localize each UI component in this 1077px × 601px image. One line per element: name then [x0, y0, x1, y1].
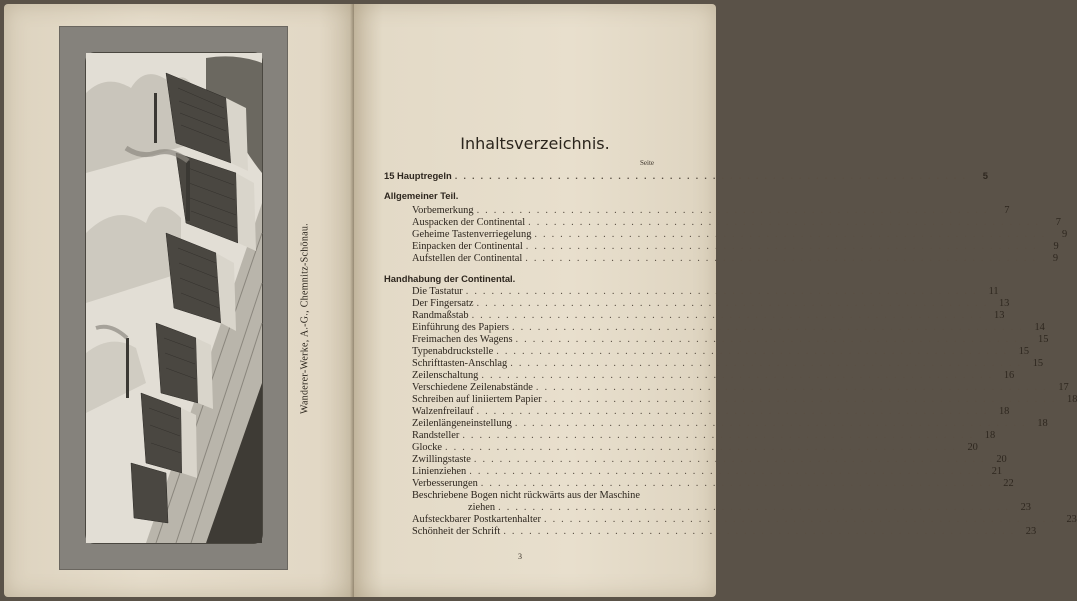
- toc-entry: [412, 286, 999, 298]
- factory-engraving: [86, 53, 262, 543]
- toc-entry: [412, 253, 1059, 265]
- toc-entry: [412, 514, 1077, 526]
- toc-entry: [412, 382, 1069, 394]
- toc-entry-title: Aufsteckbarer Postkartenhalter: [412, 514, 541, 525]
- toc-entry: [412, 430, 996, 442]
- toc-entry-title: ziehen: [468, 502, 496, 513]
- toc-page-number: 23: [1025, 526, 1037, 537]
- toc-page-number: 16: [1003, 370, 1015, 381]
- toc-entry-title: Zeilenlängeneinstellung: [412, 418, 512, 429]
- toc-leader-dots: ............................................................: [514, 418, 1031, 429]
- toc-leader-dots: ............................................................: [476, 205, 993, 216]
- page-number: 3: [518, 552, 522, 561]
- toc-page-number: 15: [1032, 358, 1044, 369]
- toc-page-number: 20: [996, 454, 1007, 465]
- toc-page-number: 7: [1055, 217, 1061, 228]
- toc-entry: [412, 418, 1048, 430]
- toc-leader-dots: ............................................................: [525, 253, 1042, 264]
- toc-entry-title: Freimachen des Wagens: [412, 334, 513, 345]
- toc-page-number: 18: [998, 406, 1010, 417]
- toc-entry: [468, 502, 1031, 514]
- toc-entry-title: Einführung des Papiers: [412, 322, 509, 333]
- toc-entry: [412, 358, 1044, 370]
- toc-leader-dots: ............................................................: [476, 406, 993, 417]
- toc-section-heading: [384, 170, 989, 182]
- toc-page-number: 21: [991, 466, 1003, 477]
- toc-entry-title: Schreiben auf liniiertem Papier: [412, 394, 542, 405]
- toc-page-number: 22: [1003, 478, 1014, 489]
- toc-leader-dots: ............................................................: [476, 298, 993, 309]
- toc-entry-title: Verbesserungen: [412, 478, 478, 489]
- toc-entry: [412, 394, 1077, 406]
- toc-leader-dots: ............................................................: [496, 346, 1013, 357]
- toc-entry-title: Glocke: [412, 442, 443, 453]
- toc-entry: [412, 229, 1068, 241]
- toc-page-number: 14: [1034, 322, 1045, 333]
- toc-entry: [412, 241, 1059, 253]
- toc-leader-dots: ............................................................: [454, 170, 972, 181]
- toc-page-number: 23: [1066, 514, 1077, 525]
- toc-page-number: 20: [967, 442, 978, 453]
- illustration-caption: [285, 184, 325, 454]
- toc-entry-title: Aufstellen der Continental: [412, 253, 523, 264]
- toc-entry-title: Typenabdruckstelle: [412, 346, 494, 357]
- toc-section-heading: [384, 273, 664, 285]
- toc-leader-dots: ............................................................: [471, 310, 988, 321]
- toc-entry: [412, 217, 1061, 229]
- toc-entry: [412, 466, 1003, 478]
- toc-entry: [412, 322, 1045, 334]
- toc-entry-title: Geheime Tastenverriegelung: [412, 229, 532, 240]
- caption-text: Wanderer-Werke, A.-G., Chemnitz-Schönau.: [299, 223, 311, 415]
- page-title: Inhaltsverzeichnis.: [460, 134, 610, 153]
- toc-leader-dots: ............................................................: [510, 358, 1027, 369]
- toc-leader-dots: ............................................................: [544, 394, 1061, 405]
- toc-page-number: 18: [1067, 394, 1077, 405]
- toc-leader-dots: ............................................................: [481, 370, 998, 381]
- toc-leader-dots: ............................................................: [515, 334, 1032, 345]
- toc-entry-title: Allgemeiner Teil.: [384, 190, 459, 201]
- toc-entry-title: Linienziehen: [412, 466, 467, 477]
- toc-entry: [412, 442, 978, 454]
- toc-entry: [412, 478, 1014, 490]
- factory-illustration: [85, 52, 263, 544]
- toc-leader-dots: ............................................................: [445, 442, 961, 453]
- toc-leader-dots: ............................................................: [535, 382, 1052, 393]
- toc-entry-title: Schrifttasten-Anschlag: [412, 358, 508, 369]
- toc-page-number: 5: [982, 170, 989, 181]
- toc-entry-title: Der Fingersatz: [412, 298, 474, 309]
- toc-leader-dots: ............................................................: [534, 229, 1051, 240]
- toc-entry-title: Zeilenschaltung: [412, 370, 479, 381]
- toc-entry: [412, 406, 1010, 418]
- seite-label: Seite: [640, 159, 654, 167]
- toc-entry: [412, 205, 1010, 217]
- toc-leader-dots: ............................................................: [480, 478, 997, 489]
- toc-entry-title: Handhabung der Continental.: [384, 273, 516, 284]
- toc-page-number: 17: [1058, 382, 1069, 393]
- toc-leader-dots: ............................................................: [462, 430, 979, 441]
- toc-leader-dots: ............................................................: [543, 514, 1060, 525]
- toc-entry: [412, 334, 1049, 346]
- toc-entry-title: Schönheit der Schrift: [412, 526, 501, 537]
- toc-entry: [412, 526, 1037, 538]
- toc-entry: [412, 370, 1015, 382]
- toc-entry-title: Verschiedene Zeilenabstände: [412, 382, 533, 393]
- toc-leader-dots: ............................................................: [473, 454, 990, 465]
- toc-entry: [412, 346, 1030, 358]
- toc-leader-dots: ............................................................: [469, 466, 986, 477]
- toc-page-number: 11: [988, 286, 999, 297]
- toc-leader-dots: ............................................................: [525, 241, 1042, 252]
- toc-page-number: 15: [1038, 334, 1049, 345]
- toc-leader-dots: ............................................................: [511, 322, 1028, 333]
- toc-page-number: 9: [1053, 241, 1059, 252]
- toc-entry-title: Walzenfreilauf: [412, 406, 474, 417]
- illustration-frame: [59, 26, 288, 570]
- toc-entry-title: Vorbemerkung: [412, 205, 474, 216]
- toc-page-number: 7: [1004, 205, 1010, 216]
- toc-leader-dots: ............................................................: [498, 502, 1014, 513]
- toc-page-number: 9: [1052, 253, 1059, 264]
- toc-page-number: 18: [984, 430, 996, 441]
- toc-entry: [412, 298, 1010, 310]
- toc-leader-dots: ............................................................: [503, 526, 1020, 537]
- toc-entry: [412, 490, 664, 502]
- toc-leader-dots: ............................................................: [528, 217, 1044, 228]
- toc-entry-title: Randsteller: [412, 430, 460, 441]
- toc-entry-title: Randmaßstab: [412, 310, 469, 321]
- left-page: [4, 4, 354, 597]
- toc-entry-title: Beschriebene Bogen nicht rückwärts aus der Maschine: [412, 490, 640, 501]
- toc-entry-title: 15 Hauptregeln: [384, 170, 452, 181]
- toc-page-number: 18: [1037, 418, 1048, 429]
- toc-page-number: 9: [1062, 229, 1068, 240]
- toc-page-number: 13: [994, 310, 1005, 321]
- toc-entry-title: Auspacken der Continental: [412, 217, 526, 228]
- toc-entry-title: Einpacken der Continental: [412, 241, 523, 252]
- toc-entry: [412, 454, 1007, 466]
- toc-entry-title: Die Tastatur: [412, 286, 463, 297]
- toc-page-number: 23: [1020, 502, 1031, 513]
- toc-section-heading: [384, 190, 664, 202]
- toc-leader-dots: ............................................................: [465, 286, 982, 297]
- toc-entry-title: Zwillingstaste: [412, 454, 471, 465]
- right-page: [354, 4, 1077, 597]
- toc-page-number: 13: [998, 298, 1010, 309]
- toc-entry: [412, 310, 1005, 322]
- toc-page-number: 15: [1018, 346, 1030, 357]
